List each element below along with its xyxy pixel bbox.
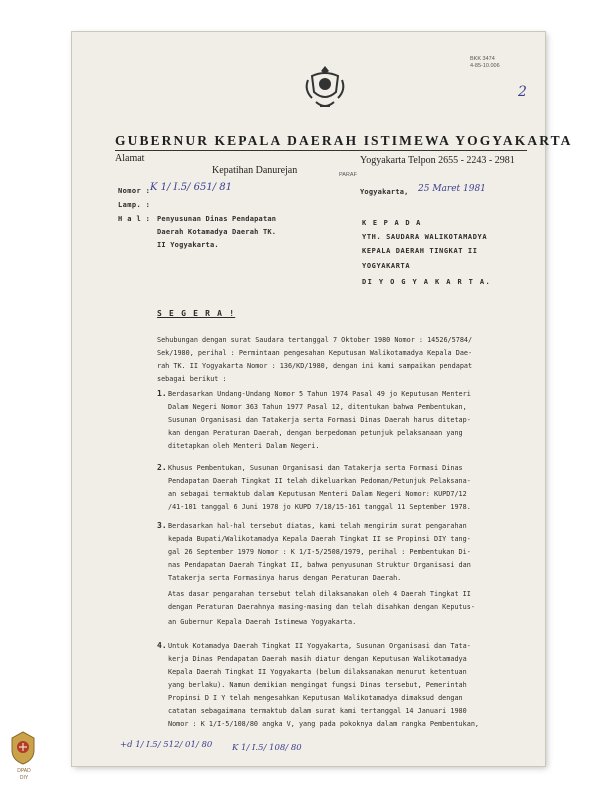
lamp-label: Lamp. :	[118, 201, 151, 209]
hal-line-3: II Yogyakarta.	[157, 241, 219, 249]
point-1-line: Berdasarkan Undang-Undang Nomor 5 Tahun 1974 Pasal 49 jo Keputusan Menteri	[168, 390, 471, 398]
intro-line-2: Sek/1980, perihal : Permintaan pengesahan Keputusan Walikotamadya Kepala Dae-	[157, 349, 473, 357]
point-1-number: 1.	[157, 389, 167, 398]
recipient-line-5: DI Y O G Y A K A R T A.	[362, 278, 492, 286]
point-1-line: Dalam Negeri Nomor 363 Tahun 1977 Pasal 12, ditentukan bahwa Pembentukan,	[168, 403, 467, 411]
point-3-line: nas Pendapatan Daerah Tingkat II, bahwa penyusunan Struktur Organisasi dan	[168, 561, 471, 569]
letterhead-address: Kepatihan Danurejan	[212, 165, 298, 176]
point-3-number: 3.	[157, 521, 167, 530]
hal-line-2: Daerah Kotamadya Daerah TK.	[157, 228, 277, 236]
point-1-line: ditetapkan oleh Menteri Dalam Negeri.	[168, 442, 320, 450]
intro-line-3: rah TK. II Yogyakarta Nomor : 136/KD/1980, dengan ini kami sampaikan pendapat	[157, 362, 473, 370]
page-mark: 2	[518, 84, 527, 100]
point-2-line: Pendapatan Daerah Tingkat II telah dikeluarkan Pedoman/Petunjuk Pelaksana-	[168, 477, 471, 485]
point-4-line: Untuk Kotamadya Daerah Tingkat II Yogyakarta, Susunan Organisasi dan Tata-	[168, 642, 471, 650]
point-1-line: Susunan Organisasi dan Tatakerja serta Formasi Dinas Daerah harus ditetap-	[168, 416, 471, 424]
hal-label: H a l :	[118, 215, 151, 223]
letterhead-city-phone: Yogyakarta Telpon 2655 - 2243 - 2981	[360, 155, 515, 166]
point-4-line: kerja Dinas Pendapatan Daerah masih diatur dengan Keputusan Walikotamadya	[168, 655, 467, 663]
dpad-diy-logo	[8, 730, 38, 766]
point-3-line: Berdasarkan hal-hal tersebut diatas, kami telah mengirim surat pengarahan	[168, 522, 467, 530]
point-2-line: Khusus Pembentukan, Susunan Organisasi dan Tatakerja serta Formasi Dinas	[168, 464, 463, 472]
point-4-line: Propinsi D I Y telah mengesahkan Keputusan Walikotamadya dimaksud dengan	[168, 694, 463, 702]
archive-stamp-line2: 4-85-10.006	[470, 63, 500, 69]
logo-text-line2: DIY	[19, 775, 29, 781]
recipient-line-1: K E P A D A	[362, 219, 422, 227]
point-3-line: gal 26 September 1979 Nomor : K 1/I-5/2508/1979, perihal : Pembentukan Di-	[168, 548, 471, 556]
point-4-line: catatan sebagaimana termaktub dalam surat kami tertanggal 14 Januari 1980	[168, 707, 467, 715]
hal-line-1: Penyusunan Dinas Pendapatan	[157, 215, 277, 223]
point-2-number: 2.	[157, 463, 167, 472]
point-3-line: Tatakerja serta Formasinya harus dengan Peraturan Daerah.	[168, 574, 402, 582]
point-4-line: Nomor : K 1/I-5/108/80 angka V, yang pada pokoknya dalam rangka Pembentukan,	[168, 720, 479, 728]
point-3-line: dengan Peraturan Daerahnya masing-masing dan telah disahkan dengan Keputus-	[168, 603, 475, 611]
letterhead-rule	[115, 150, 527, 151]
letterhead-title: GUBERNUR KEPALA DAERAH ISTIMEWA YOGYAKARTA	[115, 133, 573, 148]
point-4-line: Kepala Daerah Tingkat II Yogyakarta (belum dilaksanakan menurut ketentuan	[168, 668, 467, 676]
salutation: S E G E R A !	[157, 309, 236, 318]
intro-line-4: sebagai berikut :	[157, 375, 227, 383]
archive-stamp-line1: BKK 3474	[470, 56, 495, 62]
point-4-line: yang berlaku). Namun demikian mengingat fungsi Dinas tersebut, Pemerintah	[168, 681, 467, 689]
bottom-note-left: +d 1/ I.5/ 512/ 01/ 80	[120, 740, 213, 750]
date-city: Yogyakarta,	[360, 188, 409, 196]
alamat-label: Alamat	[115, 153, 145, 164]
point-2-line: an sebagai termaktub dalam Keputusan Menteri Dalam Negeri Nomor: KUPD7/12	[168, 490, 467, 498]
point-1-line: kan dengan Peraturan Daerah, dengan berpedoman petunjuk pelaksanaan yang	[168, 429, 463, 437]
nomor-value: K 1/ I.5/ 651/ 81	[150, 182, 232, 193]
point-4-number: 4.	[157, 641, 167, 650]
recipient-line-4: YOGYAKARTA	[362, 262, 411, 270]
logo-text-line1: DPAD	[17, 768, 31, 774]
point-3-line: Atas dasar pengarahan tersebut telah dilaksanakan oleh 4 Daerah Tingkat II	[168, 590, 471, 598]
date-value: 25 Maret 1981	[418, 184, 486, 194]
bottom-note-right: K 1/ I.5/ 108/ 80	[232, 743, 302, 753]
recipient-line-2: YTH. SAUDARA WALIKOTAMADYA	[362, 233, 488, 241]
intro-line-1: Sehubungan dengan surat Saudara tertanggal 7 Oktober 1980 Nomor : 14526/5784/	[157, 336, 473, 344]
paraf-label: PARAF	[339, 172, 357, 178]
government-emblem	[302, 62, 348, 114]
archive-stamp	[470, 56, 500, 70]
nomor-label: Nomor :	[118, 187, 151, 195]
point-2-line: /41-101 tanggal 6 Juni 1978 jo KUPD 7/18/15-161 tanggal 11 September 1978.	[168, 503, 471, 511]
dpad-diy-logo-text	[8, 768, 40, 782]
point-3-line: kepada Bupati/Walikotamadya Kepala Daerah Tingkat II se Propinsi DIY tang-	[168, 535, 471, 543]
recipient-line-3: KEPALA DAERAH TINGKAT II	[362, 247, 478, 255]
point-3-line: an Gubernur Kepala Daerah Istimewa Yogyakarta.	[168, 618, 357, 626]
